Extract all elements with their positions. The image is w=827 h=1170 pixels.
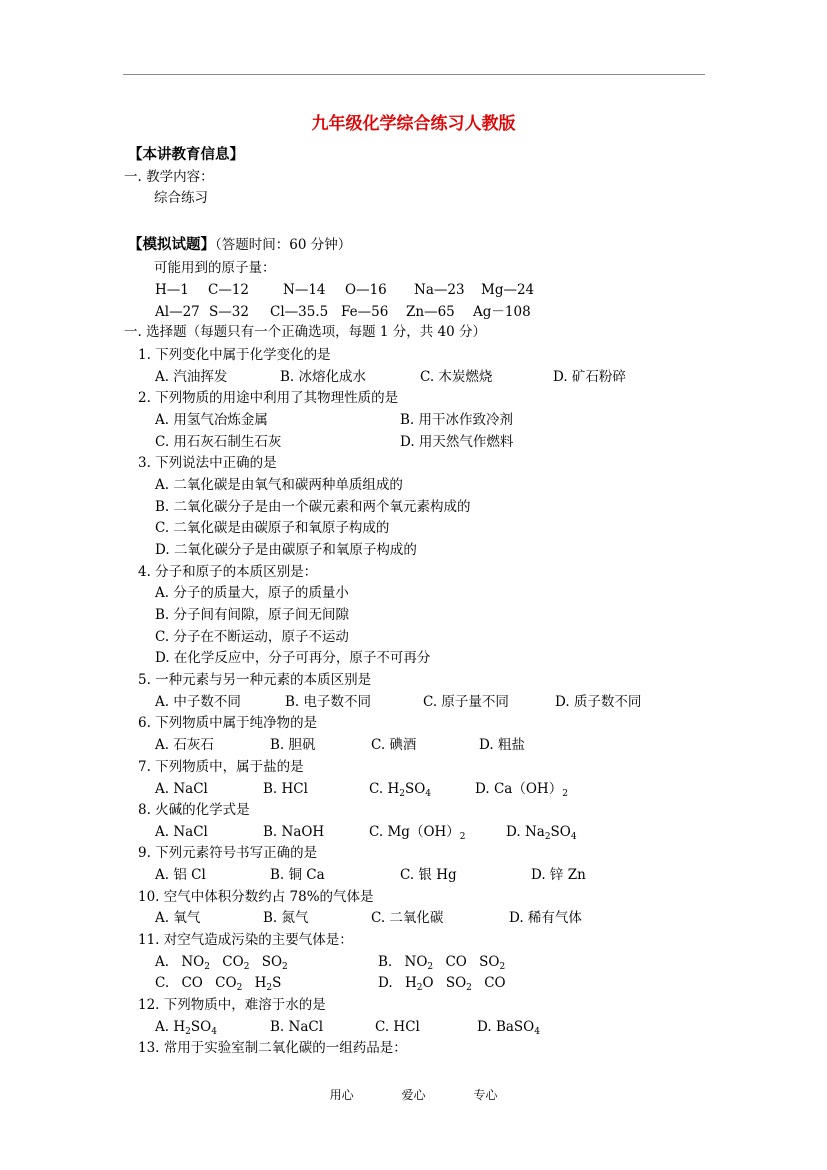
question-text: 7. 下列物质中，属于盐的是 — [138, 759, 304, 775]
mass-item: Fe—56 — [341, 304, 389, 320]
question-text: 6. 下列物质中属于纯净物的是 — [138, 715, 318, 731]
mass-item: N—14 — [283, 282, 326, 298]
mass-item: Al—27 — [155, 304, 200, 320]
option-c: C. $Mg(OH)_2$ — [369, 824, 466, 842]
question-text: 5. 一种元素与另一种元素的本质区别是 — [138, 672, 372, 688]
mass-item: Cl—35.5 — [270, 304, 329, 320]
question-text: 4. 分子和原子的本质区别是： — [138, 564, 318, 580]
option-d: D. $H_2O$ $SO_2$ CO — [378, 975, 506, 993]
option-b: B. 用干冰作致冷剂 — [400, 412, 514, 428]
option-d: D. 质子数不同 — [555, 694, 642, 710]
content-label: 一. 教学内容： — [124, 169, 214, 185]
mass-item: O—16 — [345, 282, 387, 298]
option-b: B. 冰熔化成水 — [280, 369, 367, 385]
question-text: 10. 空气中体积分数约占 78%的气体是 — [138, 889, 374, 905]
content-value: 综合练习 — [154, 190, 208, 206]
mass-item: S—32 — [209, 304, 249, 320]
option-a: A. $NO_2$ $CO_2$ $SO_2$ — [155, 954, 288, 972]
option-b: B. $NO_2$ CO $SO_2$ — [378, 954, 506, 972]
header-rule — [123, 74, 705, 75]
footer-word: 用心 — [329, 1088, 354, 1102]
option-b: B. 氮气 — [263, 910, 309, 926]
option-c: C. 二氧化碳 — [371, 910, 444, 926]
option-a: A. NaCl — [155, 824, 208, 840]
option-a: A. $H_2SO_4$ — [155, 1019, 217, 1037]
option-d: D. $Na_2SO_4$ — [506, 824, 577, 842]
atomic-mass-label: 可能用到的原子量： — [154, 260, 276, 276]
option-d: D. 在化学反应中，分子可再分，原子不可再分 — [155, 650, 431, 666]
option-b: B. 铜 Ca — [270, 867, 325, 883]
footer-word: 专心 — [473, 1088, 498, 1102]
question-text: 13. 常用于实验室制二氧化碳的一组药品是： — [138, 1040, 407, 1056]
section-heading: 一. 选择题（每题只有一个正确选项，每题 1 分，共 40 分） — [124, 324, 487, 340]
option-c: C. CO $CO_2$ $H_2S$ — [155, 975, 282, 993]
option-c: C. 木炭燃烧 — [420, 369, 493, 385]
question-text: 12. 下列物质中，难溶于水的是 — [138, 997, 326, 1013]
footer-word: 爱心 — [401, 1088, 426, 1102]
question-text: 11. 对空气造成污染的主要气体是： — [138, 932, 353, 948]
time-note: （答题时间：60 分钟） — [215, 237, 352, 253]
option-a: A. NaCl — [155, 781, 208, 797]
option-b: B. NaCl — [270, 1019, 324, 1035]
question-text: 2. 下列物质的用途中利用了其物理性质的是 — [138, 390, 399, 406]
option-c: C. 二氧化碳是由碳原子和氧原子构成的 — [155, 520, 390, 536]
option-a: A. 汽油挥发 — [155, 369, 228, 385]
option-d: D. $Ca(OH)_2$ — [475, 781, 568, 799]
option-c: C. 用石灰石制生石灰 — [155, 434, 282, 450]
option-b: B. 胆矾 — [270, 737, 316, 753]
option-d: D. 稀有气体 — [509, 910, 582, 926]
mass-item: H—1 — [155, 282, 189, 298]
option-d: D. 锌 Zn — [531, 867, 586, 883]
test-header: 【模拟试题】 — [128, 236, 215, 253]
option-c: C. 原子量不同 — [423, 694, 509, 710]
option-a: A. 氧气 — [155, 910, 201, 926]
page-title: 九年级化学综合练习人教版 — [311, 114, 516, 134]
option-c: C. HCl — [375, 1019, 420, 1035]
option-b: B. 分子间有间隙，原子间无间隙 — [155, 607, 350, 623]
question-text: 3. 下列说法中正确的是 — [138, 455, 277, 471]
mass-item: C—12 — [208, 282, 250, 298]
mass-item: Zn—65 — [406, 304, 455, 320]
option-b: B. 电子数不同 — [285, 694, 372, 710]
option-d: D. 用天然气作燃料 — [400, 434, 514, 450]
mass-item: Na—23 — [414, 282, 465, 298]
page-footer — [0, 1086, 827, 1103]
question-text: 8. 火碱的化学式是 — [138, 802, 250, 818]
option-c: C. 银 Hg — [400, 867, 457, 883]
option-a: A. 分子的质量大，原子的质量小 — [155, 585, 349, 601]
test-header-line — [128, 236, 351, 254]
option-d: D. 矿石粉碎 — [553, 369, 626, 385]
option-a: A. 用氢气冶炼金属 — [155, 412, 268, 428]
question-text: 9. 下列元素符号书写正确的是 — [138, 845, 318, 861]
question-text: 1. 下列变化中属于化学变化的是 — [138, 347, 331, 363]
option-d: D. 二氧化碳分子是由碳原子和氧原子构成的 — [155, 542, 417, 558]
option-b: B. HCl — [263, 781, 308, 797]
option-a: A. 中子数不同 — [155, 694, 241, 710]
mass-item: Ag－108 — [473, 304, 531, 320]
option-c: C. 分子在不断运动，原子不运动 — [155, 629, 349, 645]
option-b: B. NaOH — [263, 824, 325, 840]
option-c: C. $H_2SO_4$ — [369, 781, 432, 799]
option-d: D. BaSO$_4$ — [477, 1019, 540, 1037]
option-c: C. 碘酒 — [371, 737, 417, 753]
option-b: B. 二氧化碳分子是由一个碳元素和两个氧元素构成的 — [155, 499, 471, 515]
option-a: A. 二氧化碳是由氧气和碳两种单质组成的 — [155, 477, 403, 493]
option-a: A. 石灰石 — [155, 737, 214, 753]
info-header: 【本讲教育信息】 — [128, 146, 244, 163]
option-a: A. 铝 Cl — [155, 867, 206, 883]
mass-item: Mg—24 — [481, 282, 535, 298]
option-d: D. 粗盐 — [479, 737, 525, 753]
